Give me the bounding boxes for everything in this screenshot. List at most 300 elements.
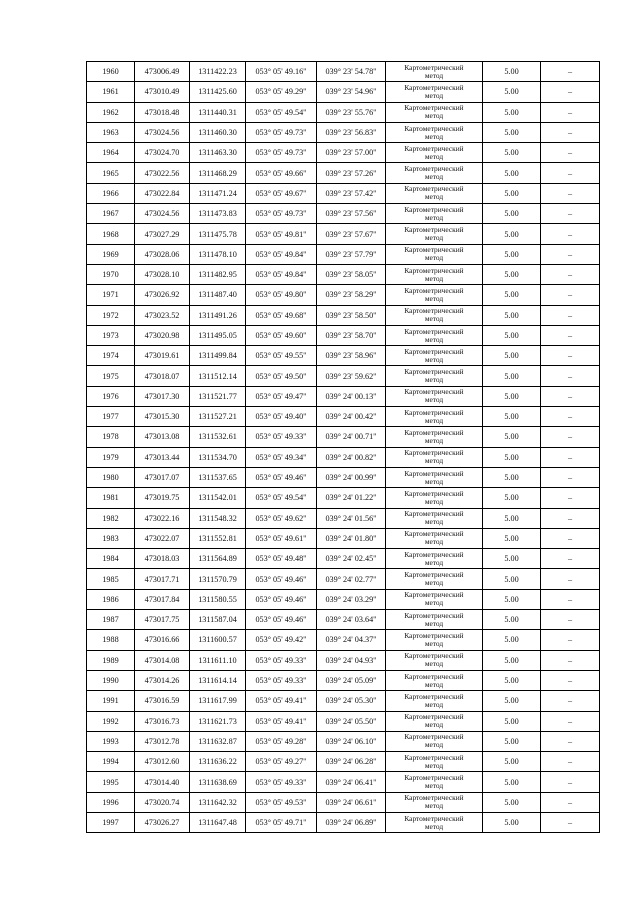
y-coordinate-cell: 1311487.40 bbox=[190, 285, 246, 305]
table-row bbox=[87, 691, 600, 711]
latitude-cell: 053° 05' 49.68" bbox=[246, 305, 317, 325]
y-coordinate-cell: 1311478.10 bbox=[190, 244, 246, 264]
longitude-cell: 039° 24' 03.29" bbox=[317, 589, 386, 609]
note-cell: – bbox=[541, 407, 600, 427]
y-coordinate-cell: 1311482.95 bbox=[190, 264, 246, 284]
longitude-cell: 039° 24' 01.80" bbox=[317, 528, 386, 548]
method-text-line2: метод bbox=[424, 781, 444, 791]
method-text-line1: Картометрический bbox=[404, 346, 464, 356]
table-row bbox=[87, 569, 600, 589]
x-coordinate-cell: 473018.48 bbox=[135, 102, 190, 122]
point-number-cell: 1966 bbox=[87, 183, 135, 203]
latitude-cell: 053° 05' 49.33" bbox=[246, 427, 317, 447]
method-text-line2: метод bbox=[424, 801, 444, 811]
point-number-cell: 1982 bbox=[87, 508, 135, 528]
note-cell: – bbox=[541, 610, 600, 630]
longitude-cell: 039° 24' 01.22" bbox=[317, 488, 386, 508]
method-text-line2: метод bbox=[424, 679, 444, 689]
longitude-cell: 039° 24' 01.56" bbox=[317, 508, 386, 528]
y-coordinate-cell: 1311460.30 bbox=[190, 122, 246, 142]
note-cell: – bbox=[541, 772, 600, 792]
note-cell: – bbox=[541, 183, 600, 203]
point-number-cell: 1980 bbox=[87, 467, 135, 487]
x-coordinate-cell: 473019.61 bbox=[135, 346, 190, 366]
y-coordinate-cell: 1311499.84 bbox=[190, 346, 246, 366]
y-coordinate-cell: 1311542.01 bbox=[190, 488, 246, 508]
method-text-line2: метод bbox=[424, 395, 444, 405]
note-cell: – bbox=[541, 752, 600, 772]
method-cell bbox=[386, 508, 483, 528]
note-cell: – bbox=[541, 82, 600, 102]
point-number-cell: 1983 bbox=[87, 528, 135, 548]
y-coordinate-cell: 1311475.78 bbox=[190, 224, 246, 244]
note-cell: – bbox=[541, 528, 600, 548]
y-coordinate-cell: 1311440.31 bbox=[190, 102, 246, 122]
table-row bbox=[87, 305, 600, 325]
note-cell: – bbox=[541, 467, 600, 487]
y-coordinate-cell: 1311532.61 bbox=[190, 427, 246, 447]
point-number-cell: 1972 bbox=[87, 305, 135, 325]
longitude-cell: 039° 23' 56.83" bbox=[317, 122, 386, 142]
method-cell bbox=[386, 488, 483, 508]
latitude-cell: 053° 05' 49.54" bbox=[246, 488, 317, 508]
method-text-line1: Картометрический bbox=[404, 610, 464, 620]
y-coordinate-cell: 1311621.73 bbox=[190, 711, 246, 731]
longitude-cell: 039° 24' 03.64" bbox=[317, 610, 386, 630]
longitude-cell: 039° 23' 57.42" bbox=[317, 183, 386, 203]
longitude-cell: 039° 23' 57.79" bbox=[317, 244, 386, 264]
accuracy-cell: 5.00 bbox=[483, 143, 541, 163]
accuracy-cell: 5.00 bbox=[483, 102, 541, 122]
method-text-line1: Картометрический bbox=[404, 488, 464, 498]
method-cell bbox=[386, 589, 483, 609]
method-text-line2: метод bbox=[424, 456, 444, 466]
note-cell: – bbox=[541, 204, 600, 224]
latitude-cell: 053° 05' 49.48" bbox=[246, 549, 317, 569]
note-cell: – bbox=[541, 691, 600, 711]
x-coordinate-cell: 473017.71 bbox=[135, 569, 190, 589]
point-number-cell: 1974 bbox=[87, 346, 135, 366]
method-cell bbox=[386, 224, 483, 244]
method-cell bbox=[386, 772, 483, 792]
y-coordinate-cell: 1311636.22 bbox=[190, 752, 246, 772]
method-text-line2: метод bbox=[424, 151, 444, 161]
x-coordinate-cell: 473026.92 bbox=[135, 285, 190, 305]
table-row bbox=[87, 82, 600, 102]
point-number-cell: 1978 bbox=[87, 427, 135, 447]
accuracy-cell: 5.00 bbox=[483, 528, 541, 548]
longitude-cell: 039° 23' 58.05" bbox=[317, 264, 386, 284]
table-row bbox=[87, 630, 600, 650]
latitude-cell: 053° 05' 49.42" bbox=[246, 630, 317, 650]
latitude-cell: 053° 05' 49.46" bbox=[246, 589, 317, 609]
point-number-cell: 1963 bbox=[87, 122, 135, 142]
note-cell: – bbox=[541, 589, 600, 609]
x-coordinate-cell: 473022.84 bbox=[135, 183, 190, 203]
table-row bbox=[87, 204, 600, 224]
method-cell bbox=[386, 731, 483, 751]
point-number-cell: 1977 bbox=[87, 407, 135, 427]
note-cell: – bbox=[541, 244, 600, 264]
longitude-cell: 039° 24' 00.13" bbox=[317, 386, 386, 406]
longitude-cell: 039° 24' 06.41" bbox=[317, 772, 386, 792]
note-cell: – bbox=[541, 366, 600, 386]
note-cell: – bbox=[541, 325, 600, 345]
method-text-line1: Картометрический bbox=[404, 306, 464, 316]
note-cell: – bbox=[541, 630, 600, 650]
latitude-cell: 053° 05' 49.40" bbox=[246, 407, 317, 427]
latitude-cell: 053° 05' 49.66" bbox=[246, 163, 317, 183]
longitude-cell: 039° 23' 58.70" bbox=[317, 325, 386, 345]
method-text-line1: Картометрический bbox=[404, 651, 464, 661]
accuracy-cell: 5.00 bbox=[483, 325, 541, 345]
method-cell bbox=[386, 569, 483, 589]
method-text-line2: метод bbox=[424, 90, 444, 100]
method-text-line2: метод bbox=[424, 233, 444, 243]
latitude-cell: 053° 05' 49.53" bbox=[246, 792, 317, 812]
point-number-cell: 1968 bbox=[87, 224, 135, 244]
method-cell bbox=[386, 244, 483, 264]
table-row bbox=[87, 285, 600, 305]
method-text-line1: Картометрический bbox=[404, 529, 464, 539]
table-row bbox=[87, 224, 600, 244]
note-cell: – bbox=[541, 670, 600, 690]
method-cell bbox=[386, 386, 483, 406]
accuracy-cell: 5.00 bbox=[483, 62, 541, 82]
x-coordinate-cell: 473018.07 bbox=[135, 366, 190, 386]
method-text-line2: метод bbox=[424, 172, 444, 182]
accuracy-cell: 5.00 bbox=[483, 812, 541, 832]
point-number-cell: 1965 bbox=[87, 163, 135, 183]
note-cell: – bbox=[541, 163, 600, 183]
method-text-line1: Картометрический bbox=[404, 326, 464, 336]
accuracy-cell: 5.00 bbox=[483, 407, 541, 427]
table-row bbox=[87, 731, 600, 751]
y-coordinate-cell: 1311463.30 bbox=[190, 143, 246, 163]
latitude-cell: 053° 05' 49.73" bbox=[246, 143, 317, 163]
accuracy-cell: 5.00 bbox=[483, 285, 541, 305]
x-coordinate-cell: 473024.56 bbox=[135, 122, 190, 142]
accuracy-cell: 5.00 bbox=[483, 711, 541, 731]
latitude-cell: 053° 05' 49.80" bbox=[246, 285, 317, 305]
x-coordinate-cell: 473017.30 bbox=[135, 386, 190, 406]
note-cell: – bbox=[541, 650, 600, 670]
method-text-line2: метод bbox=[424, 314, 444, 324]
method-text-line1: Картометрический bbox=[404, 387, 464, 397]
longitude-cell: 039° 24' 04.93" bbox=[317, 650, 386, 670]
point-number-cell: 1990 bbox=[87, 670, 135, 690]
method-cell bbox=[386, 610, 483, 630]
x-coordinate-cell: 473026.27 bbox=[135, 812, 190, 832]
latitude-cell: 053° 05' 49.46" bbox=[246, 569, 317, 589]
method-text-line2: метод bbox=[424, 354, 444, 364]
accuracy-cell: 5.00 bbox=[483, 508, 541, 528]
note-cell: – bbox=[541, 305, 600, 325]
point-number-cell: 1997 bbox=[87, 812, 135, 832]
x-coordinate-cell: 473016.73 bbox=[135, 711, 190, 731]
table-row bbox=[87, 407, 600, 427]
note-cell: – bbox=[541, 792, 600, 812]
point-number-cell: 1989 bbox=[87, 650, 135, 670]
latitude-cell: 053° 05' 49.41" bbox=[246, 711, 317, 731]
method-text-line1: Картометрический bbox=[404, 225, 464, 235]
table-row bbox=[87, 386, 600, 406]
method-text-line2: метод bbox=[424, 517, 444, 527]
longitude-cell: 039° 23' 57.26" bbox=[317, 163, 386, 183]
accuracy-cell: 5.00 bbox=[483, 630, 541, 650]
y-coordinate-cell: 1311611.10 bbox=[190, 650, 246, 670]
x-coordinate-cell: 473013.44 bbox=[135, 447, 190, 467]
longitude-cell: 039° 24' 00.42" bbox=[317, 407, 386, 427]
y-coordinate-cell: 1311534.70 bbox=[190, 447, 246, 467]
method-cell bbox=[386, 792, 483, 812]
coordinates-table bbox=[86, 61, 600, 833]
accuracy-cell: 5.00 bbox=[483, 305, 541, 325]
table-row bbox=[87, 670, 600, 690]
y-coordinate-cell: 1311570.79 bbox=[190, 569, 246, 589]
longitude-cell: 039° 23' 57.56" bbox=[317, 204, 386, 224]
y-coordinate-cell: 1311614.14 bbox=[190, 670, 246, 690]
accuracy-cell: 5.00 bbox=[483, 183, 541, 203]
accuracy-cell: 5.00 bbox=[483, 366, 541, 386]
longitude-cell: 039° 24' 05.50" bbox=[317, 711, 386, 731]
method-cell bbox=[386, 366, 483, 386]
method-text-line1: Картометрический bbox=[404, 570, 464, 580]
x-coordinate-cell: 473017.07 bbox=[135, 467, 190, 487]
method-text-line1: Картометрический bbox=[404, 103, 464, 113]
method-cell bbox=[386, 528, 483, 548]
latitude-cell: 053° 05' 49.50" bbox=[246, 366, 317, 386]
point-number-cell: 1979 bbox=[87, 447, 135, 467]
x-coordinate-cell: 473022.07 bbox=[135, 528, 190, 548]
point-number-cell: 1971 bbox=[87, 285, 135, 305]
x-coordinate-cell: 473027.29 bbox=[135, 224, 190, 244]
longitude-cell: 039° 24' 00.82" bbox=[317, 447, 386, 467]
table-row bbox=[87, 346, 600, 366]
point-number-cell: 1981 bbox=[87, 488, 135, 508]
point-number-cell: 1991 bbox=[87, 691, 135, 711]
longitude-cell: 039° 24' 02.77" bbox=[317, 569, 386, 589]
method-text-line1: Картометрический bbox=[404, 285, 464, 295]
note-cell: – bbox=[541, 102, 600, 122]
accuracy-cell: 5.00 bbox=[483, 549, 541, 569]
method-text-line1: Картометрический bbox=[404, 630, 464, 640]
point-number-cell: 1967 bbox=[87, 204, 135, 224]
method-cell bbox=[386, 204, 483, 224]
longitude-cell: 039° 24' 05.09" bbox=[317, 670, 386, 690]
point-number-cell: 1969 bbox=[87, 244, 135, 264]
longitude-cell: 039° 23' 57.67" bbox=[317, 224, 386, 244]
method-text-line1: Картометрический bbox=[404, 367, 464, 377]
table-row bbox=[87, 528, 600, 548]
method-cell bbox=[386, 447, 483, 467]
method-cell bbox=[386, 305, 483, 325]
latitude-cell: 053° 05' 49.33" bbox=[246, 670, 317, 690]
note-cell: – bbox=[541, 731, 600, 751]
latitude-cell: 053° 05' 49.55" bbox=[246, 346, 317, 366]
table-row bbox=[87, 325, 600, 345]
method-text-line2: метод bbox=[424, 273, 444, 283]
method-cell bbox=[386, 427, 483, 447]
table-row bbox=[87, 610, 600, 630]
point-number-cell: 1975 bbox=[87, 366, 135, 386]
table-row bbox=[87, 183, 600, 203]
note-cell: – bbox=[541, 386, 600, 406]
method-text-line2: метод bbox=[424, 760, 444, 770]
method-text-line2: метод bbox=[424, 598, 444, 608]
method-cell bbox=[386, 812, 483, 832]
y-coordinate-cell: 1311521.77 bbox=[190, 386, 246, 406]
table-row bbox=[87, 488, 600, 508]
x-coordinate-cell: 473024.70 bbox=[135, 143, 190, 163]
y-coordinate-cell: 1311647.48 bbox=[190, 812, 246, 832]
method-cell bbox=[386, 264, 483, 284]
method-text-line1: Картометрический bbox=[404, 793, 464, 803]
accuracy-cell: 5.00 bbox=[483, 569, 541, 589]
point-number-cell: 1985 bbox=[87, 569, 135, 589]
longitude-cell: 039° 23' 54.78" bbox=[317, 62, 386, 82]
y-coordinate-cell: 1311552.81 bbox=[190, 528, 246, 548]
longitude-cell: 039° 23' 59.62" bbox=[317, 366, 386, 386]
method-text-line1: Картометрический bbox=[404, 407, 464, 417]
note-cell: – bbox=[541, 508, 600, 528]
accuracy-cell: 5.00 bbox=[483, 427, 541, 447]
accuracy-cell: 5.00 bbox=[483, 731, 541, 751]
table-row bbox=[87, 549, 600, 569]
point-number-cell: 1970 bbox=[87, 264, 135, 284]
accuracy-cell: 5.00 bbox=[483, 82, 541, 102]
method-cell bbox=[386, 285, 483, 305]
longitude-cell: 039° 23' 54.96" bbox=[317, 82, 386, 102]
method-text-line2: метод bbox=[424, 578, 444, 588]
method-cell bbox=[386, 122, 483, 142]
table-row bbox=[87, 772, 600, 792]
latitude-cell: 053° 05' 49.33" bbox=[246, 772, 317, 792]
y-coordinate-cell: 1311638.69 bbox=[190, 772, 246, 792]
x-coordinate-cell: 473016.66 bbox=[135, 630, 190, 650]
point-number-cell: 1960 bbox=[87, 62, 135, 82]
method-text-line2: метод bbox=[424, 293, 444, 303]
latitude-cell: 053° 05' 49.34" bbox=[246, 447, 317, 467]
longitude-cell: 039° 24' 06.61" bbox=[317, 792, 386, 812]
x-coordinate-cell: 473018.03 bbox=[135, 549, 190, 569]
latitude-cell: 053° 05' 49.28" bbox=[246, 731, 317, 751]
point-number-cell: 1993 bbox=[87, 731, 135, 751]
x-coordinate-cell: 473019.75 bbox=[135, 488, 190, 508]
method-text-line2: метод bbox=[424, 334, 444, 344]
latitude-cell: 053° 05' 49.41" bbox=[246, 691, 317, 711]
accuracy-cell: 5.00 bbox=[483, 386, 541, 406]
method-text-line1: Картометрический bbox=[404, 123, 464, 133]
y-coordinate-cell: 1311473.83 bbox=[190, 204, 246, 224]
point-number-cell: 1973 bbox=[87, 325, 135, 345]
method-text-line1: Картометрический bbox=[404, 62, 464, 72]
x-coordinate-cell: 473012.78 bbox=[135, 731, 190, 751]
x-coordinate-cell: 473020.74 bbox=[135, 792, 190, 812]
table-row bbox=[87, 264, 600, 284]
method-cell bbox=[386, 711, 483, 731]
method-text-line1: Картометрический bbox=[404, 448, 464, 458]
method-cell bbox=[386, 143, 483, 163]
method-cell bbox=[386, 670, 483, 690]
table-row bbox=[87, 792, 600, 812]
y-coordinate-cell: 1311632.87 bbox=[190, 731, 246, 751]
longitude-cell: 039° 23' 58.29" bbox=[317, 285, 386, 305]
method-cell bbox=[386, 752, 483, 772]
method-text-line2: метод bbox=[424, 70, 444, 80]
x-coordinate-cell: 473014.26 bbox=[135, 670, 190, 690]
method-text-line1: Картометрический bbox=[404, 245, 464, 255]
y-coordinate-cell: 1311537.65 bbox=[190, 467, 246, 487]
point-number-cell: 1994 bbox=[87, 752, 135, 772]
y-coordinate-cell: 1311642.32 bbox=[190, 792, 246, 812]
method-cell bbox=[386, 650, 483, 670]
table-row bbox=[87, 508, 600, 528]
method-text-line2: метод bbox=[424, 111, 444, 121]
x-coordinate-cell: 473023.52 bbox=[135, 305, 190, 325]
y-coordinate-cell: 1311468.29 bbox=[190, 163, 246, 183]
table-row bbox=[87, 711, 600, 731]
x-coordinate-cell: 473014.40 bbox=[135, 772, 190, 792]
x-coordinate-cell: 473014.08 bbox=[135, 650, 190, 670]
table-row bbox=[87, 122, 600, 142]
x-coordinate-cell: 473022.16 bbox=[135, 508, 190, 528]
method-text-line1: Картометрический bbox=[404, 590, 464, 600]
latitude-cell: 053° 05' 49.27" bbox=[246, 752, 317, 772]
x-coordinate-cell: 473016.59 bbox=[135, 691, 190, 711]
latitude-cell: 053° 05' 49.54" bbox=[246, 102, 317, 122]
y-coordinate-cell: 1311422.23 bbox=[190, 62, 246, 82]
latitude-cell: 053° 05' 49.46" bbox=[246, 610, 317, 630]
method-text-line2: метод bbox=[424, 375, 444, 385]
longitude-cell: 039° 24' 05.30" bbox=[317, 691, 386, 711]
method-text-line1: Картометрический bbox=[404, 204, 464, 214]
table-row bbox=[87, 447, 600, 467]
accuracy-cell: 5.00 bbox=[483, 264, 541, 284]
note-cell: – bbox=[541, 812, 600, 832]
accuracy-cell: 5.00 bbox=[483, 670, 541, 690]
method-text-line1: Картометрический bbox=[404, 509, 464, 519]
method-text-line1: Картометрический bbox=[404, 265, 464, 275]
point-number-cell: 1984 bbox=[87, 549, 135, 569]
point-number-cell: 1962 bbox=[87, 102, 135, 122]
accuracy-cell: 5.00 bbox=[483, 163, 541, 183]
method-text-line2: метод bbox=[424, 699, 444, 709]
method-text-line1: Картометрический bbox=[404, 184, 464, 194]
x-coordinate-cell: 473017.75 bbox=[135, 610, 190, 630]
longitude-cell: 039° 24' 02.45" bbox=[317, 549, 386, 569]
method-text-line2: метод bbox=[424, 821, 444, 831]
method-text-line2: метод bbox=[424, 537, 444, 547]
longitude-cell: 039° 24' 00.99" bbox=[317, 467, 386, 487]
method-cell bbox=[386, 630, 483, 650]
point-number-cell: 1987 bbox=[87, 610, 135, 630]
point-number-cell: 1964 bbox=[87, 143, 135, 163]
table-row bbox=[87, 752, 600, 772]
longitude-cell: 039° 23' 58.96" bbox=[317, 346, 386, 366]
method-text-line1: Картометрический bbox=[404, 549, 464, 559]
table-row bbox=[87, 812, 600, 832]
note-cell: – bbox=[541, 447, 600, 467]
method-text-line1: Картометрический bbox=[404, 671, 464, 681]
longitude-cell: 039° 23' 58.50" bbox=[317, 305, 386, 325]
method-cell bbox=[386, 691, 483, 711]
note-cell: – bbox=[541, 122, 600, 142]
longitude-cell: 039° 24' 00.71" bbox=[317, 427, 386, 447]
y-coordinate-cell: 1311425.60 bbox=[190, 82, 246, 102]
table-row bbox=[87, 244, 600, 264]
method-text-line1: Картометрический bbox=[404, 732, 464, 742]
